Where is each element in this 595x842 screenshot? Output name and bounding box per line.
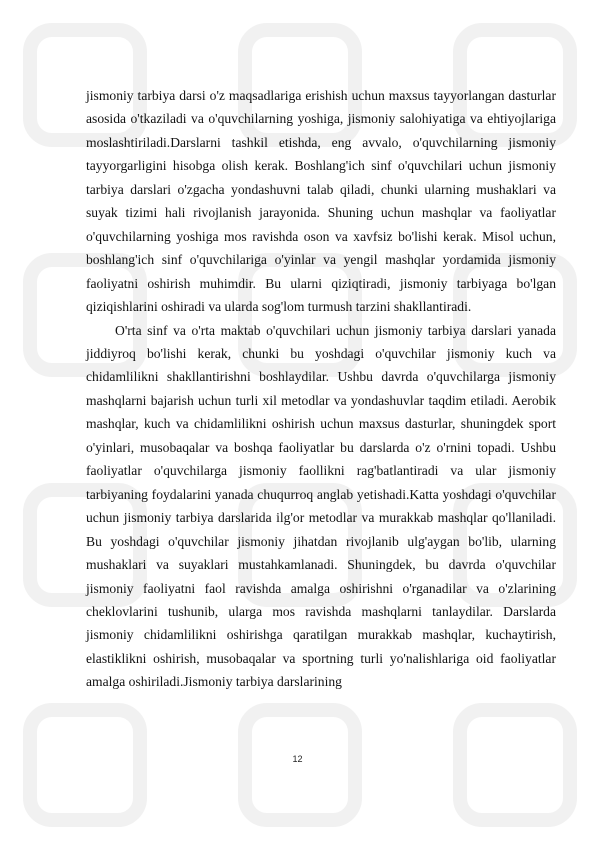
document-page [86,84,556,694]
paragraph-1: jismoniy tarbiya darsi o'z maqsadlariga erishish uchun maxsus tayyorlangan dasturlar asosida o'tkaziladi va o'quvchilarning yoshiga, jismoniy salohiyatiga va ehtiyojlariga moslashtiriladi.Darslarni tashkil etishda, eng avvalo, o'quvchilarning jismoniy tayyorgarligini hisobga olish kerak. Boshlang'ich sinf o'quvchilari uchun jismoniy tarbiya darslari o'zgacha yondashuvni talab qiladi, chunki ularning mushaklari va suyak tizimi hali rivojlanish jarayonida. Shuning uchun mashqlar va faoliyatlar o'quvchilarning yoshiga mos ravishda oson va xavfsiz bo'lishi kerak. Misol uchun, boshlang'ich sinf o'quvchilariga o'yinlar va yengil mashqlar yordamida jismoniy faoliyatni oshirish muhimdir. Bu ularni qiziqtiradi, jismoniy tarbiyaga bo'lgan qiziqishlarini oshiradi va ularda sog'lom turmush tarzini shakllantiradi. [86,88,556,315]
paragraph-2: O'rta sinf va o'rta maktab o'quvchilari uchun jismoniy tarbiya darslari yanada jiddiyroq bo'lishi kerak, chunki bu yoshdagi o'quvchilar jismoniy kuch va chidamlilikni shakllantirishni boshlaydilar. Ushbu davrda o'quvchilarga jismoniy mashqlarni bajarish uchun turli xil metodlar va yondashuvlar taqdim etiladi. Aerobik mashqlar, kuch va chidamlilikni oshirish uchun maxsus dasturlar, shuningdek sport o'yinlari, musobaqalar va boshqa faoliyatlar bu darslarda o'z o'rnini topadi. Ushbu faoliyatlar o'quvchilarga jismoniy faollikni rag'batlantiradi va ular jismoniy tarbiyaning foydalarini yanada chuqurroq anglab yetishadi.Katta yoshdagi o'quvchilar uchun jismoniy tarbiya darslarida ilg'or metodlar va murakkab mashqlar qo'llaniladi. Bu yoshdagi o'quvchilar jismoniy jihatdan rivojlanib ulg'aygan bo'lib, ularning mushaklari va suyaklari mustahkamlanadi. Shuningdek, bu davrda o'quvchilar jismoniy faoliyatni faol ravishda amalga oshirishni o'rganadilar va o'zlarining cheklovlarini tushunib, ularga mos ravishda mashqlarni tanlaydilar. Darslarda jismoniy chidamlilikni oshirishga qaratilgan murakkab mashqlar, kuchaytirish, elastiklikni oshirish, musobaqalar va sportning turli yo'nalishlariga oid faoliyatlar amalga oshiriladi.Jismoniy tarbiya darslarining [86,322,556,690]
page-number: 12 [292,754,303,764]
